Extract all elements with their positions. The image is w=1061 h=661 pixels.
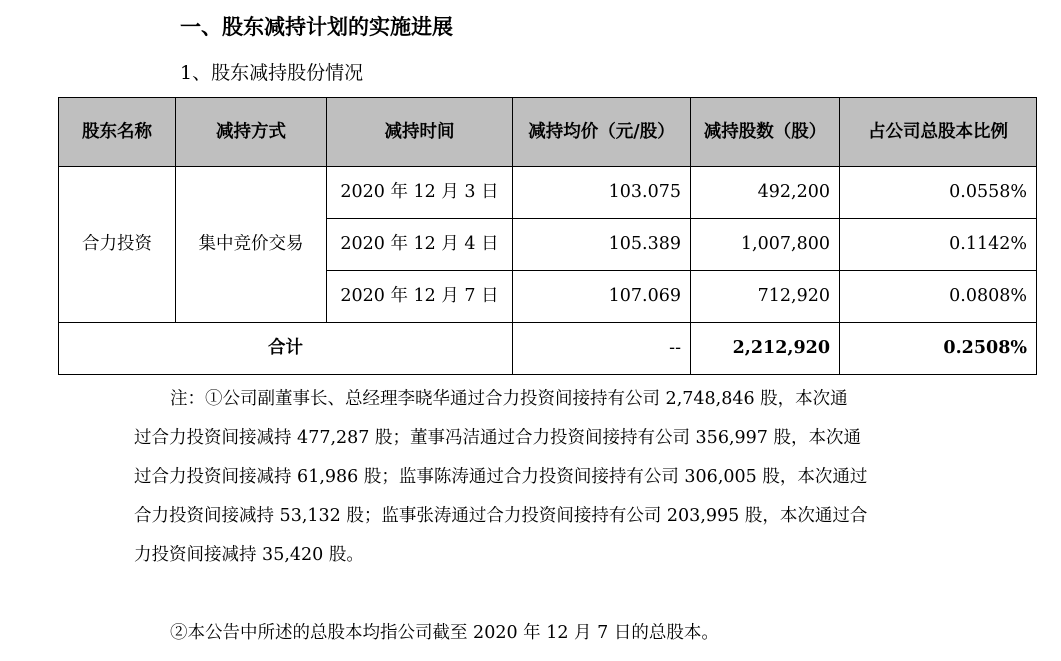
shareholder-cell: 合力投资: [59, 167, 176, 323]
ratio-cell: 0.0558%: [840, 167, 1037, 219]
ratio-cell: 0.1142%: [840, 219, 1037, 271]
date-cell: 2020 年 12 月 4 日: [327, 219, 513, 271]
sub-title: 1、股东减持股份情况: [180, 62, 364, 84]
date-cell: 2020 年 12 月 3 日: [327, 167, 513, 219]
table-header-row: [59, 98, 1037, 167]
note-line: 力投资间接减持 35,420 股。: [134, 545, 364, 565]
date-cell: 2020 年 12 月 7 日: [327, 271, 513, 323]
note-total-share-definition: ②本公告中所述的总股本均指公司截至 2020 年 12 月 7 日的总股本。: [170, 623, 719, 643]
reduction-table: [58, 97, 1037, 375]
shares-cell: 1,007,800: [691, 219, 840, 271]
note-line: 过合力投资间接减持 477,287 股；董事冯洁通过合力投资间接持有公司 356,997 股，本次通: [134, 428, 861, 448]
ratio-cell: 0.0808%: [840, 271, 1037, 323]
header-shares-reduced: 减持股数（股）: [691, 98, 840, 167]
shares-cell: 492,200: [691, 167, 840, 219]
total-label-cell: 合计: [59, 323, 513, 375]
price-cell: 107.069: [513, 271, 691, 323]
header-average-price: 减持均价（元/股）: [513, 98, 691, 167]
price-cell: 103.075: [513, 167, 691, 219]
header-reduction-time: 减持时间: [327, 98, 513, 167]
header-shareholder-name: 股东名称: [59, 98, 176, 167]
price-cell: 105.389: [513, 219, 691, 271]
total-row: [59, 323, 1037, 375]
table-row: [59, 167, 1037, 219]
section-title: 一、股东减持计划的实施进展: [180, 14, 453, 39]
total-price-cell: --: [513, 323, 691, 375]
total-ratio-cell: 0.2508%: [840, 323, 1037, 375]
note-line: 过合力投资间接减持 61,986 股；监事陈涛通过合力投资间接持有公司 306,005 股，本次通过: [134, 467, 868, 487]
note-paragraph: [134, 380, 976, 575]
shares-cell: 712,920: [691, 271, 840, 323]
note-line: 合力投资间接减持 53,132 股；监事张涛通过合力投资间接持有公司 203,995 股，本次通过合: [134, 506, 868, 526]
note-line: 注：①公司副董事长、总经理李晓华通过合力投资间接持有公司 2,748,846 股，本次通: [170, 389, 848, 409]
header-share-ratio: 占公司总股本比例: [840, 98, 1037, 167]
method-cell: 集中竞价交易: [176, 167, 327, 323]
total-shares-cell: 2,212,920: [691, 323, 840, 375]
header-reduction-method: 减持方式: [176, 98, 327, 167]
